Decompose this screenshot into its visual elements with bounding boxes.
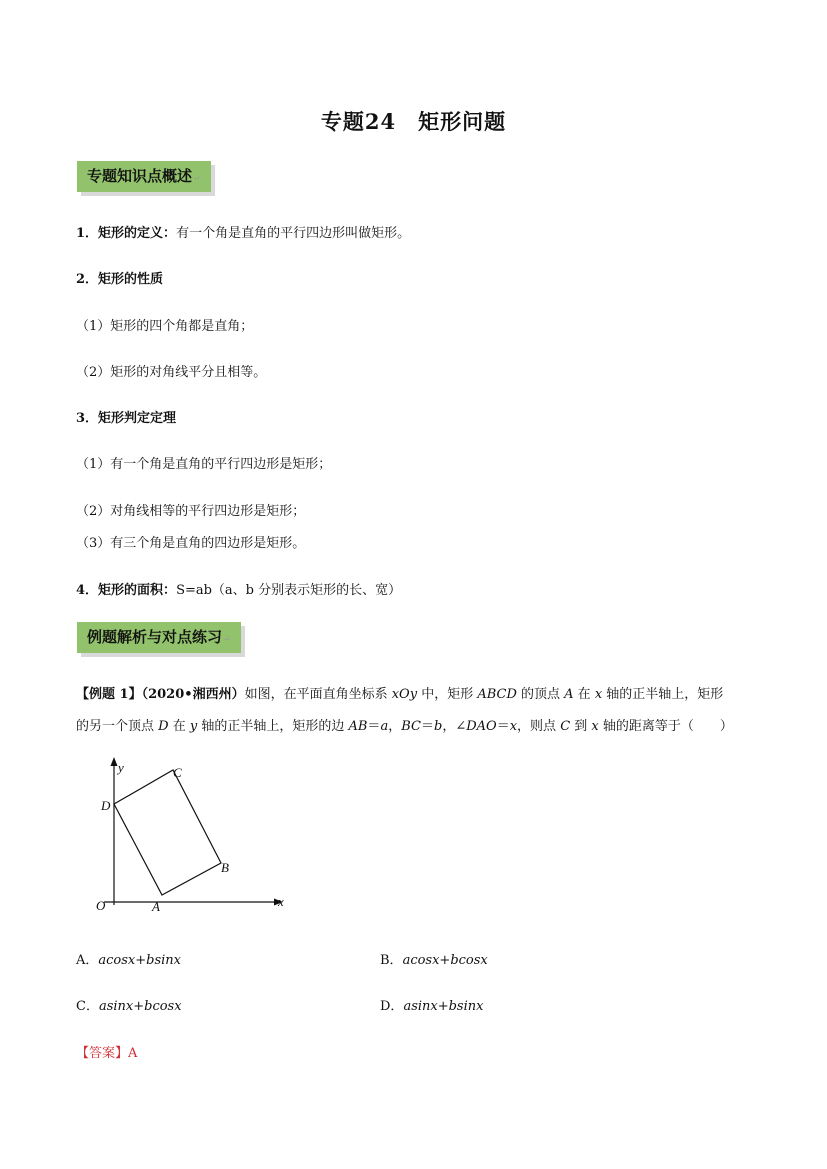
label-d: D — [101, 798, 111, 813]
label-y: y — [118, 760, 124, 775]
definition-text: 有一个角是直角的平行四边形叫做矩形。 — [176, 226, 411, 241]
example-line-1: 【例题 1】（2020•湘西州）如图，在平面直角坐标系 xOy 中，矩形 ABCD 的顶点 A 在 x 轴的正半轴上，矩形 — [76, 687, 724, 702]
theorem-item: （3）有三个角是直角的四边形是矩形。 — [76, 536, 306, 551]
page-title: 专题24 矩形问题 — [320, 109, 507, 134]
option-d[interactable]: D．asinx+bsinx — [380, 999, 484, 1014]
properties-heading: 2．矩形的性质 — [76, 272, 164, 287]
answer-line: 【答案】A — [76, 1046, 138, 1061]
label-x: x — [278, 894, 284, 909]
option-c[interactable]: C．asinx+bcosx — [76, 999, 182, 1014]
example-line-2: 的另一个顶点 D 在 y 轴的正半轴上，矩形的边 AB＝a，BC＝b，∠DAO＝x，则点 C 到 x 轴的距离等于（ ） — [76, 719, 733, 734]
coordinate-figure — [90, 755, 300, 915]
return-mark-icon: ↵ — [223, 635, 231, 645]
y-axis-arrow-icon — [111, 757, 118, 766]
area-paragraph: 4．矩形的面积：S=ab（a、b 分别表示矩形的长、宽） — [76, 583, 402, 598]
label-b: B — [221, 860, 229, 875]
label-a: A — [152, 899, 160, 914]
rectangle-abcd — [114, 770, 221, 895]
area-text: S=ab（a、b 分别表示矩形的长、宽） — [176, 583, 402, 598]
section-banner-examples — [77, 622, 241, 653]
property-item: （2）矩形的对角线平分且相等。 — [76, 365, 267, 380]
label-c: C — [173, 765, 182, 780]
section-heading: 专题知识点概述 — [87, 167, 193, 185]
return-mark-icon: ↵ — [193, 174, 201, 184]
definition-paragraph: 1．矩形的定义：有一个角是直角的平行四边形叫做矩形。 — [76, 226, 411, 241]
option-a[interactable]: A．acosx+bsinx — [76, 953, 181, 968]
definition-label: 矩形的定义： — [98, 226, 177, 241]
theorem-item: （1）有一个角是直角的平行四边形是矩形； — [76, 457, 332, 472]
property-item: （1）矩形的四个角都是直角； — [76, 319, 254, 334]
section-heading: 例题解析与对点练习 — [87, 628, 223, 646]
section-banner-overview — [77, 161, 211, 192]
area-label: 矩形的面积： — [98, 583, 177, 598]
theorems-heading: 3．矩形判定定理 — [76, 411, 177, 426]
label-o: O — [96, 898, 106, 913]
theorem-item: （2）对角线相等的平行四边形是矩形； — [76, 504, 306, 519]
option-b[interactable]: B．acosx+bcosx — [380, 953, 488, 968]
